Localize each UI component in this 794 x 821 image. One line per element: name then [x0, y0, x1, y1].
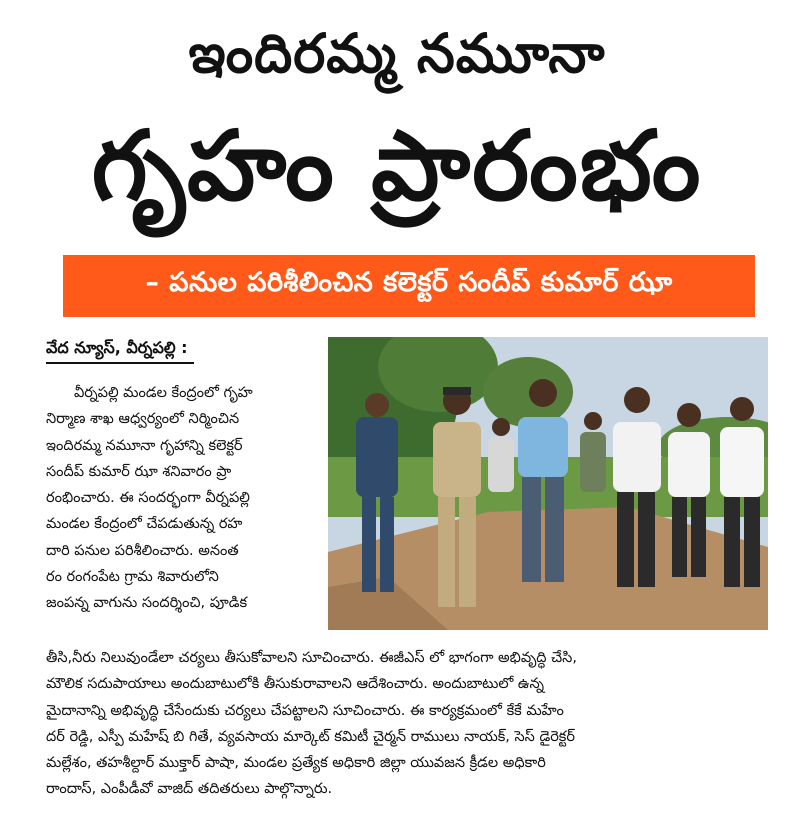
article-line: రం రంగంపేట గ్రామ శివారులోని	[46, 569, 219, 586]
headline-line-2: గృహం ప్రారంభం	[91, 110, 703, 222]
article-line: మైదానాన్ని అభివృద్ధి చేసేందుకు చర్యలు చేపట్టాలని సూచించారు. ఈ కార్యక్రమంలో కేకే మహేం	[46, 702, 564, 719]
article-line: జంపన్న వాగును సందర్శించి, పూడిక	[46, 595, 248, 612]
article-line: రంభించారు. ఈ సందర్భంగా వీర్నపల్లి	[46, 490, 250, 507]
article-line: మల్లేశం, తహశీల్దార్ ముక్తార్ పాషా, మండల ప్రత్యేక అధికారి జిల్లా యువజన క్రీడల అధికారి	[46, 755, 546, 772]
headline-line-1: ఇందిరమ్మ నమూనా	[188, 22, 606, 85]
article-line: నిర్మాణ శాఖ ఆధ్వర్యంలో నిర్మించిన	[46, 411, 240, 428]
article-line: మౌలిక సదుపాయాలు అందుబాటులోకి తీసుకురావాలని ఆదేశించారు. అందుబాటులో ఉన్న	[46, 676, 544, 693]
article-line: తీసి,నీరు నిలువుండేలా చర్యలు తీసుకోవాలని సూచించారు. ఈజీఎస్ లో భాగంగా అభివృద్ధి చేసి,	[46, 650, 577, 666]
article-line: దర్ రెడ్డి, ఎస్పీ మహేష్ బి గితే, వ్యవసాయ మార్కెట్ కమిటీ చైర్మన్ రాములు నాయక్, సెస్ డైరెక్టర్	[46, 728, 575, 745]
article-line: వీర్నపల్లి మండల కేంద్రంలో గృహ	[74, 385, 253, 401]
article-line: రాందాస్, ఎంపీడీవో వాజిద్ తదితరులు పాల్గొన్నారు.	[46, 781, 333, 798]
article-line: సందీప్ కుమార్ ఝా శనివారం ప్రా	[46, 463, 232, 480]
article-body-column	[46, 380, 318, 617]
article-line: దారి పనుల పరిశీలించారు. అనంత	[46, 542, 239, 559]
news-photo	[328, 337, 768, 630]
subheadline-banner	[63, 255, 755, 317]
subheadline-text: – పనుల పరిశీలించిన కలెక్టర్ సందీప్ కుమార్ ఝా	[145, 267, 673, 298]
dateline-underline	[46, 362, 194, 364]
article-body-full-width	[46, 645, 772, 803]
dateline: వేద న్యూస్, వీర్నపల్లి :	[46, 338, 188, 357]
article-line: మండల కేంద్రంలో చేపడుతున్న రహ	[46, 516, 243, 533]
news-photo-illustration	[328, 337, 768, 630]
article-line: ఇందిరమ్మ నమూనా గృహాన్ని కలెక్టర్	[46, 437, 243, 454]
